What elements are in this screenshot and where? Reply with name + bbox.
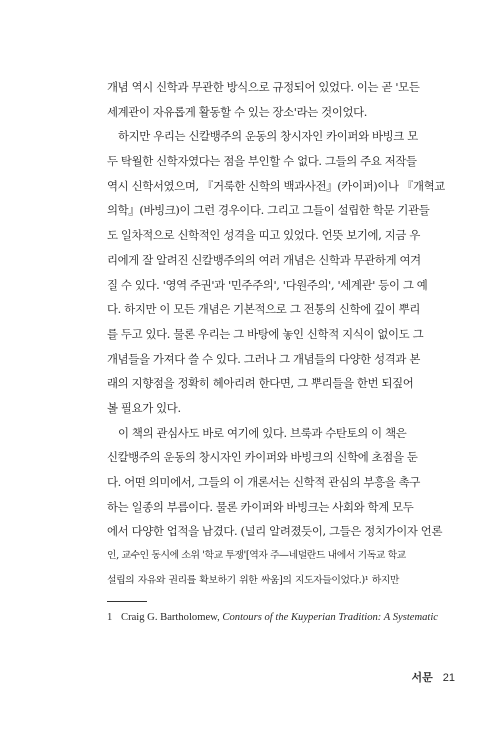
body-text [107,75,445,593]
body-line: 래의 지향점을 정확히 헤아리려 한다면, 그 뿌리들을 한번 되짚어 [107,376,414,391]
footnote-title: Contours of the Kuyperian Tradition: A Systematic [222,612,439,623]
body-line: 도 일차적으로 신학적인 성격을 띠고 있었다. 언뜻 보기에, 지금 우 [107,228,420,243]
body-line: 질 수 있다. '영역 주권'과 '민주주의', '다원주의', '세계관' 등이 그 예 [107,277,428,292]
body-line: 이 책의 관심사도 바로 여기에 있다. 브룩과 수탄토의 이 책은 [118,425,407,440]
body-line: 역시 신학서였으며, 『거룩한 신학의 백과사전』(카이퍼)이나 『개혁교 [107,178,445,193]
body-line: 인, 교수인 동시에 소위 '학교 투쟁'[역자 주—네덜란드 내에서 기독교 학교 [107,550,406,562]
body-line: 를 두고 있다. 물론 우리는 그 바탕에 놓인 신학적 지식이 없이도 그 [107,326,424,341]
section-name: 서문 [411,671,433,684]
body-line: 다. 어떤 의미에서, 그들의 이 개론서는 신학적 관심의 부흥을 촉구 [107,475,420,489]
body-line: 리에게 잘 알려진 신칼뱅주의의 여러 개념은 신학과 무관하게 여겨 [107,252,421,267]
running-footer [411,669,455,685]
footnote-divider [107,601,147,602]
body-line: 설립의 자유와 권리를 확보하기 위한 싸움]의 지도자들이었다.)¹ 하지만 [107,574,399,586]
body-line: 하는 일종의 부름이다. 물론 카이퍼와 바빙크는 사회와 학계 모두 [107,499,414,514]
body-line: 에서 다양한 업적을 남겼다. (널리 알려졌듯이, 그들은 정치가이자 언론 [107,524,443,539]
footnote-author: Craig G. Bartholomew, [121,612,223,623]
body-line: 개념 역시 신학과 무관한 방식으로 규정되어 있었다. 이는 곧 '모든 [107,80,420,94]
footnote [107,612,439,623]
body-line: 개념들을 가져다 쓸 수 있다. 그러나 그 개념들의 다양한 성격과 본 [107,351,420,366]
page-number: 21 [442,672,455,684]
body-line: 볼 필요가 있다. [107,400,181,415]
body-line: 신칼뱅주의 운동의 창시자인 카이퍼와 바빙크의 신학에 초점을 둔 [107,450,418,465]
body-line: 의학』(바빙크)이 그런 경우이다. 그리고 그들이 설립한 학문 기관들 [107,203,430,218]
body-line: 두 탁월한 신학자였다는 점을 부인할 수 없다. 그들의 주요 저작들 [107,154,417,169]
body-line: 세계관이 자유롭게 활동할 수 있는 장소'라는 것이었다. [107,104,368,119]
body-line: 다. 하지만 이 모든 개념은 기본적으로 그 전통의 신학에 깊이 뿌리 [107,302,420,317]
footnote-number: 1 [107,612,113,623]
body-line: 하지만 우리는 신칼뱅주의 운동의 창시자인 카이퍼와 바빙크 모 [118,129,418,144]
